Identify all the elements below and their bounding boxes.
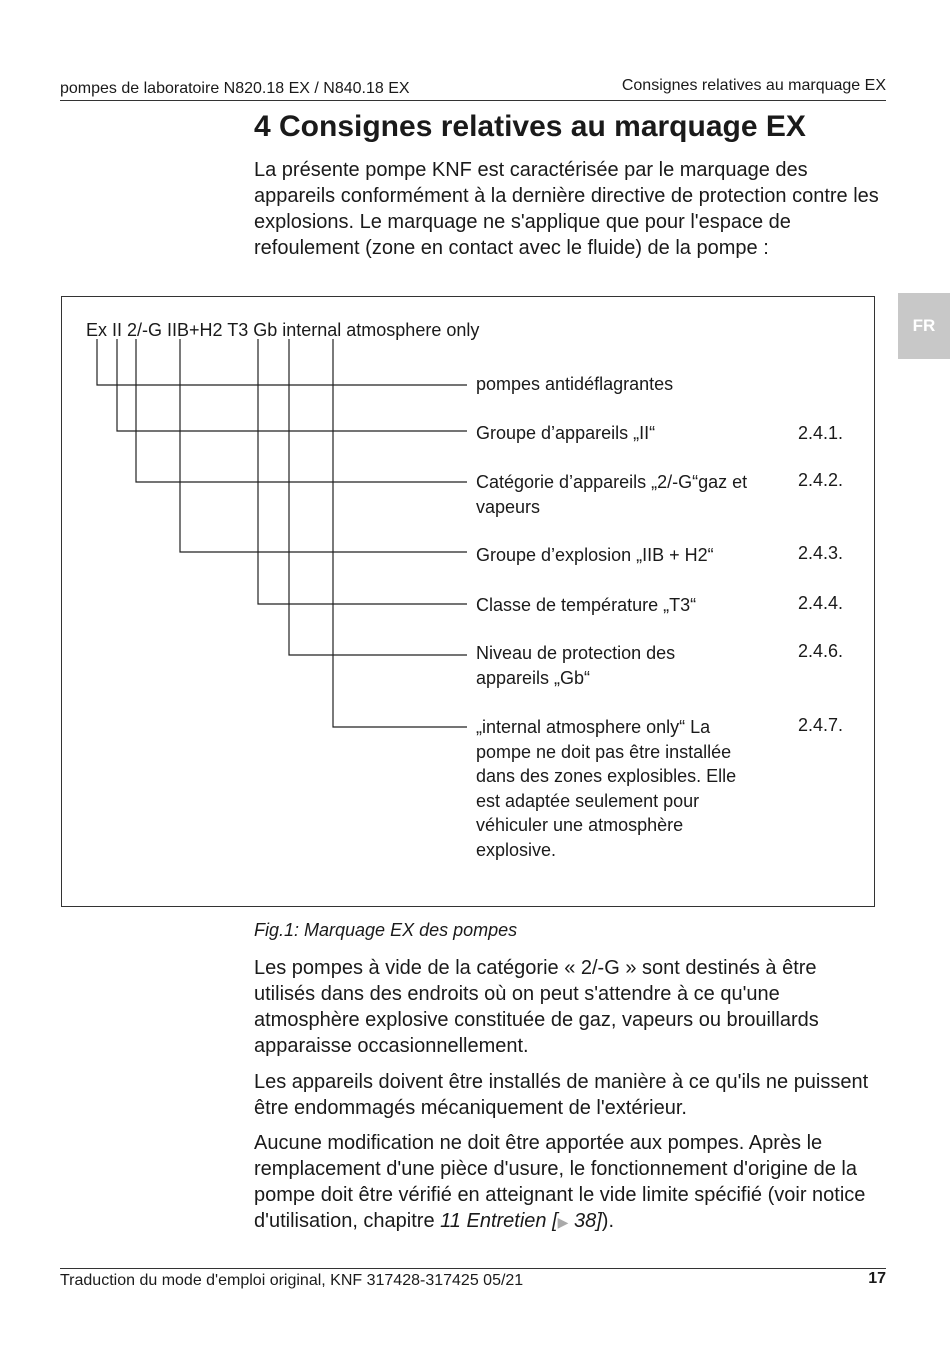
header-right: Consignes relatives au marquage EX [621,77,886,94]
paragraph-end: ). [601,1210,614,1232]
marking-item-label: Classe de température „T3“ [476,595,697,615]
page-number: 17 [868,1270,886,1287]
marking-item-ref: 2.4.1. [798,423,844,443]
figure-caption: Fig.1: Marquage EX des pompes [254,920,518,940]
line-ex [97,339,467,385]
footer-left: Traduction du mode d'emploi original, KNF 317428-317425 05/21 [60,1272,524,1289]
marking-item-label: pompes antidéflagrantes [476,374,674,394]
line-category [136,339,467,482]
ex-marking-figure [61,296,875,907]
marking-item-ref: 2.4.6. [798,641,844,661]
marking-item-label: Groupe d’appareils „II“ [476,423,656,443]
marking-item-ref: 2.4.3. [798,543,844,563]
marking-item-label: Niveau de protection des appareils „Gb“ [476,643,676,688]
marking-item-ref: 2.4.7. [798,715,844,735]
marking-item-label: Groupe d’explosion „IIB + H2“ [476,545,714,565]
header-left: pompes de laboratoire N820.18 EX / N840.18 EX [60,80,410,97]
marking-item-ref: 2.4.4. [798,593,844,613]
marking-item-ref: 2.4.2. [798,470,844,490]
footer-rule [60,1268,886,1269]
body-paragraph: Les pompes à vide de la catégorie « 2/-G » sont destinés à être utilisés dans des endroits où on peut s'attendre à ce qu'une atmosphère explosive constituée de gaz, vapeurs ou brouillards apparaisse occasionnellement. [254,957,819,1057]
body-paragraph: Les appareils doivent être installés de manière à ce qu'ils ne puissent être endommagés mécaniquement de l'extérieur. [254,1071,869,1119]
line-internal-atmosphere [333,339,467,727]
body-paragraph-last [254,1130,879,1235]
marking-item-label: Catégorie d’appareils „2/-G“gaz et vapeurs [476,472,748,517]
ex-marking-code: Ex II 2/-G IIB+H2 T3 Gb internal atmosphere only [86,320,480,340]
line-protection-level [289,339,467,655]
header-rule [60,100,886,101]
intro-paragraph: La présente pompe KNF est caractérisée par le marquage des appareils conformément à la dernière directive de protection contre les explosions. Le marquage ne s'applique que pour l'espace de refoulement (zone en contact avec le fluide) de la pompe : [254,159,879,259]
page-arrow-icon: ▶ [557,1214,569,1230]
paragraph-text: Aucune modification ne doit être apportée aux pompes. Après le remplacement d'une pièce d'usure, le fonctionnement d'origine de la pompe doit être vérifié en atteignant le vide limite spécifié (voir notice d'utilisation, chapitre [254,1132,866,1232]
marking-item-label: „internal atmosphere only“ La pompe ne doit pas être installée dans des zones explosibles. Elle est adaptée seulement pour véhiculer une atmosphère explosive. [476,717,737,860]
page-title: 4 Consignes relatives au marquage EX [254,110,806,143]
language-tab: FR [898,293,950,359]
chapter-link[interactable]: 11 Entretien [▶ 38] [440,1210,602,1232]
line-explosion-group [180,339,467,552]
